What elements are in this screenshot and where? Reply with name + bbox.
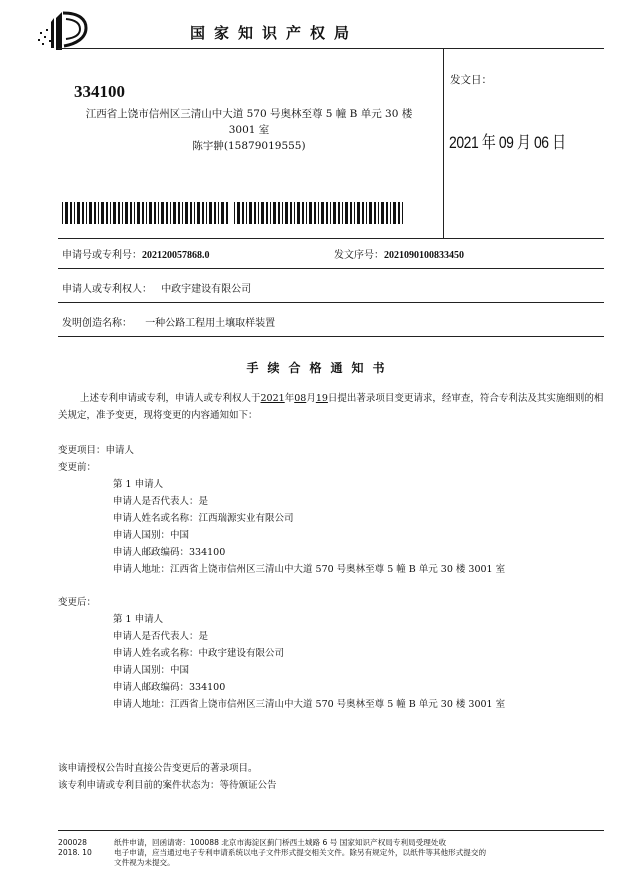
footer-electronic-line-2: 文件视为未提交。 bbox=[114, 858, 175, 867]
before-label: 变更前： bbox=[58, 462, 97, 473]
request-month: 08 bbox=[294, 393, 307, 404]
address-line-2: 3001 室 bbox=[228, 124, 270, 136]
after-line: 申请人地址：江西省上饶市信州区三清山中大道 570 号奥林至尊 5 幢 B 单元 30 楼 3001 室 bbox=[113, 699, 506, 710]
invention-row bbox=[62, 314, 275, 329]
serial-row bbox=[334, 246, 464, 261]
form-code: 200028 bbox=[58, 838, 87, 847]
issue-date: 2021 年 09 月 06 日 bbox=[449, 133, 566, 152]
row-rule-3 bbox=[58, 336, 604, 337]
applicant-name: 中政宇建设有限公司 bbox=[161, 284, 252, 295]
invention-label: 发明创造名称： bbox=[62, 318, 132, 329]
note-announcement: 该申请授权公告时直接公告变更后的著录项目。 bbox=[58, 763, 258, 774]
barcode-right bbox=[234, 202, 406, 224]
before-line: 申请人国别：中国 bbox=[113, 530, 190, 541]
header-bottom-rule bbox=[58, 238, 604, 239]
app-no: 202120057868.0 bbox=[142, 250, 210, 261]
after-label: 变更后： bbox=[58, 597, 97, 608]
before-line: 申请人地址：江西省上饶市信州区三清山中大道 570 号奥林至尊 5 幢 B 单元 30 楼 3001 室 bbox=[113, 564, 506, 575]
footer-mail-line: 纸件申请，回函请寄：100088 北京市海淀区蓟门桥西土城路 6 号 国家知识产权局专利局受理处收 bbox=[114, 838, 447, 847]
app-no-label: 申请号或专利号： bbox=[62, 250, 142, 261]
form-version: 2018. 10 bbox=[58, 848, 92, 857]
address-line-1: 江西省上饶市信州区三清山中大道 570 号奥林至尊 5 幢 B 单元 30 楼 bbox=[85, 108, 413, 120]
header-top-rule bbox=[58, 48, 604, 49]
after-line: 第 1 申请人 bbox=[113, 614, 164, 625]
request-day: 19 bbox=[315, 393, 328, 404]
request-year: 2021 bbox=[260, 393, 285, 404]
barcode-left bbox=[62, 202, 230, 224]
after-line: 申请人国别：中国 bbox=[113, 665, 190, 676]
before-line: 申请人邮政编码：334100 bbox=[113, 547, 226, 558]
serial-label: 发文序号： bbox=[334, 250, 384, 261]
notice-paragraph: 上述专利申请或专利，申请人或专利权人于2021年08月19日提出著录项目变更请求，经审查，符合专利法及其实施细则的相关规定，准予变更，现将变更的内容通知如下： bbox=[58, 393, 604, 421]
after-line: 申请人是否代表人：是 bbox=[113, 631, 209, 642]
after-line: 申请人邮政编码：334100 bbox=[113, 682, 226, 693]
issue-date-label: 发文日： bbox=[450, 74, 492, 86]
applicant-row bbox=[62, 280, 251, 295]
recipient-address bbox=[64, 106, 434, 154]
footer-rule bbox=[58, 830, 604, 831]
invention-name: 一种公路工程用土壤取样装置 bbox=[145, 318, 276, 329]
notice-title: 手续合格通知书 bbox=[246, 361, 394, 375]
row-rule-1 bbox=[58, 268, 604, 269]
app-no-row bbox=[62, 246, 210, 261]
recipient-postcode: 334100 bbox=[74, 82, 125, 101]
applicant-label: 申请人或专利权人： bbox=[62, 284, 152, 295]
serial-no: 2021090100833450 bbox=[384, 250, 464, 261]
before-line: 申请人姓名或名称：江西瑞源实业有限公司 bbox=[113, 513, 294, 524]
change-item: 变更项目：申请人 bbox=[58, 445, 135, 456]
header-divider bbox=[443, 48, 444, 238]
office-title: 国家知识产权局 bbox=[190, 24, 359, 42]
footer-electronic-line: 电子申请，应当通过电子专利申请系统以电子文件形式提交相关文件。除另有规定外，以纸件等其他形式提交的 bbox=[114, 848, 487, 857]
row-rule-2 bbox=[58, 302, 604, 303]
before-line: 第 1 申请人 bbox=[113, 479, 164, 490]
before-line: 申请人是否代表人：是 bbox=[113, 496, 209, 507]
recipient-contact: 陈宇翀(15879019555) bbox=[192, 140, 306, 152]
after-line: 申请人姓名或名称：中政宇建设有限公司 bbox=[113, 648, 285, 659]
note-case-status: 该专利申请或专利目前的案件状态为：等待颁证公告 bbox=[58, 780, 277, 791]
